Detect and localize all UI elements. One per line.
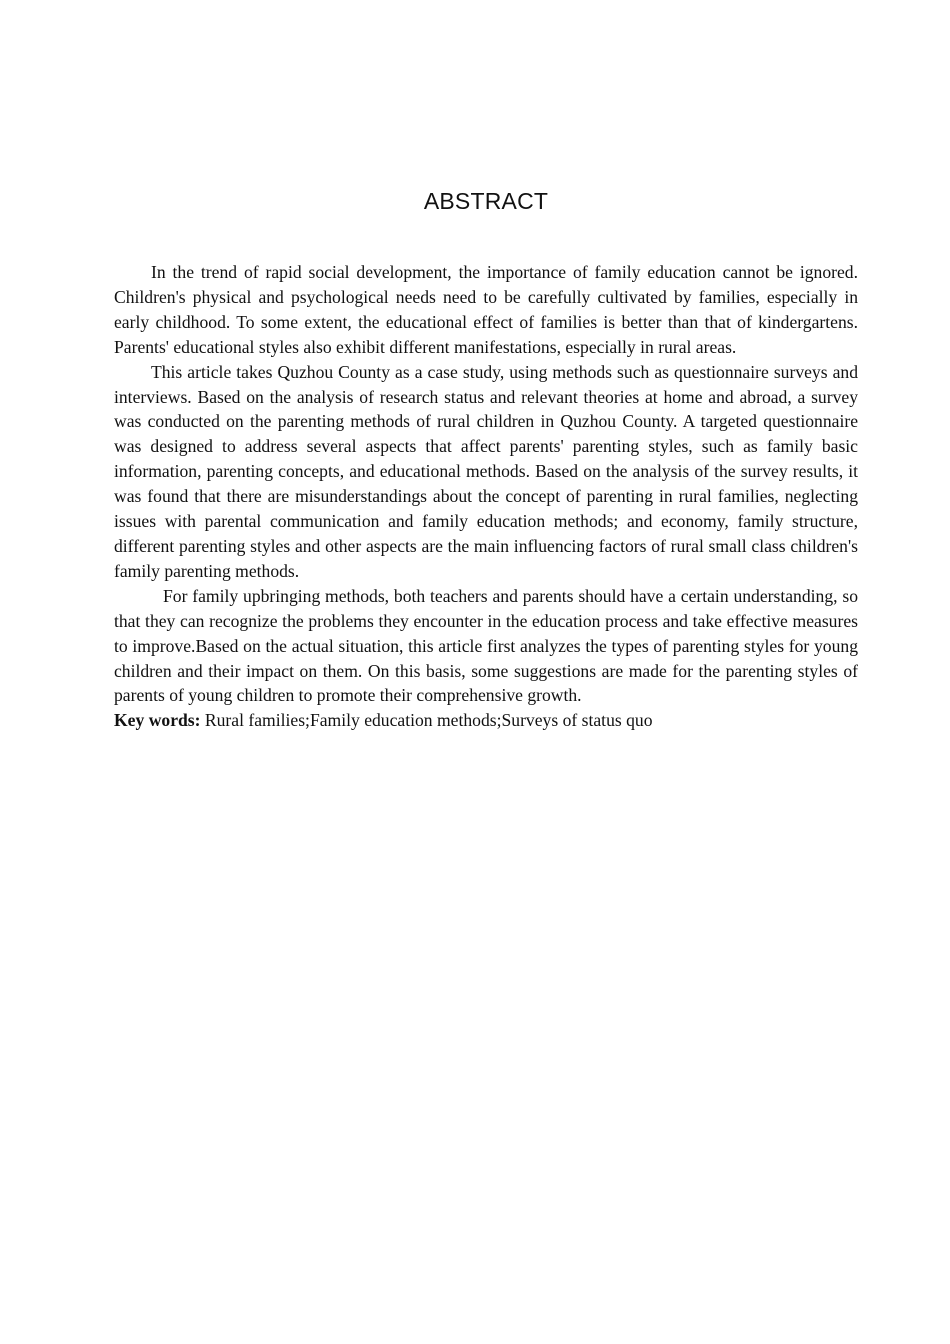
abstract-body (114, 260, 858, 733)
keywords-value: Rural families;Family education methods;Surveys of status quo (200, 710, 653, 731)
keywords-label: Key words: (114, 710, 201, 731)
abstract-paragraph-2: This article takes Quzhou County as a case study, using methods such as questionnaire surveys and interviews. Based on the analysis of research status and relevant theories at home and abroad, a survey was conducted on the parenting methods of rural children in Quzhou County. A targeted questionnaire was designed to address several aspects that affect parents' parenting styles, such as family basic information, parenting concepts, and educational methods. Based on the analysis of the survey results, it was found that there are misunderstandings about the concept of parenting in rural families, neglecting issues with parental communication and family education methods; and economy, family structure, different parenting styles and other aspects are the main influencing factors of rural small class children's family parenting methods. (114, 361, 858, 581)
abstract-paragraph-3: For family upbringing methods, both teachers and parents should have a certain understanding, so that they can recognize the problems they encounter in the education process and take effective measures to improve.Based on the actual situation, this article first analyzes the types of parenting styles for young children and their impact on them. On this basis, some suggestions are made for the parenting styles of parents of young children to promote their comprehensive growth. (114, 585, 858, 706)
abstract-title: ABSTRACT (423, 188, 549, 214)
abstract-paragraph-1: In the trend of rapid social development, the importance of family education cannot be ignored. Children's physical and psychological needs need to be carefully cultivated by families, especially in early childhood. To some extent, the educational effect of families is better than that of kindergartens. Parents' educational styles also exhibit different manifestations, especially in rural areas. (114, 262, 858, 357)
keywords-line (114, 708, 858, 733)
